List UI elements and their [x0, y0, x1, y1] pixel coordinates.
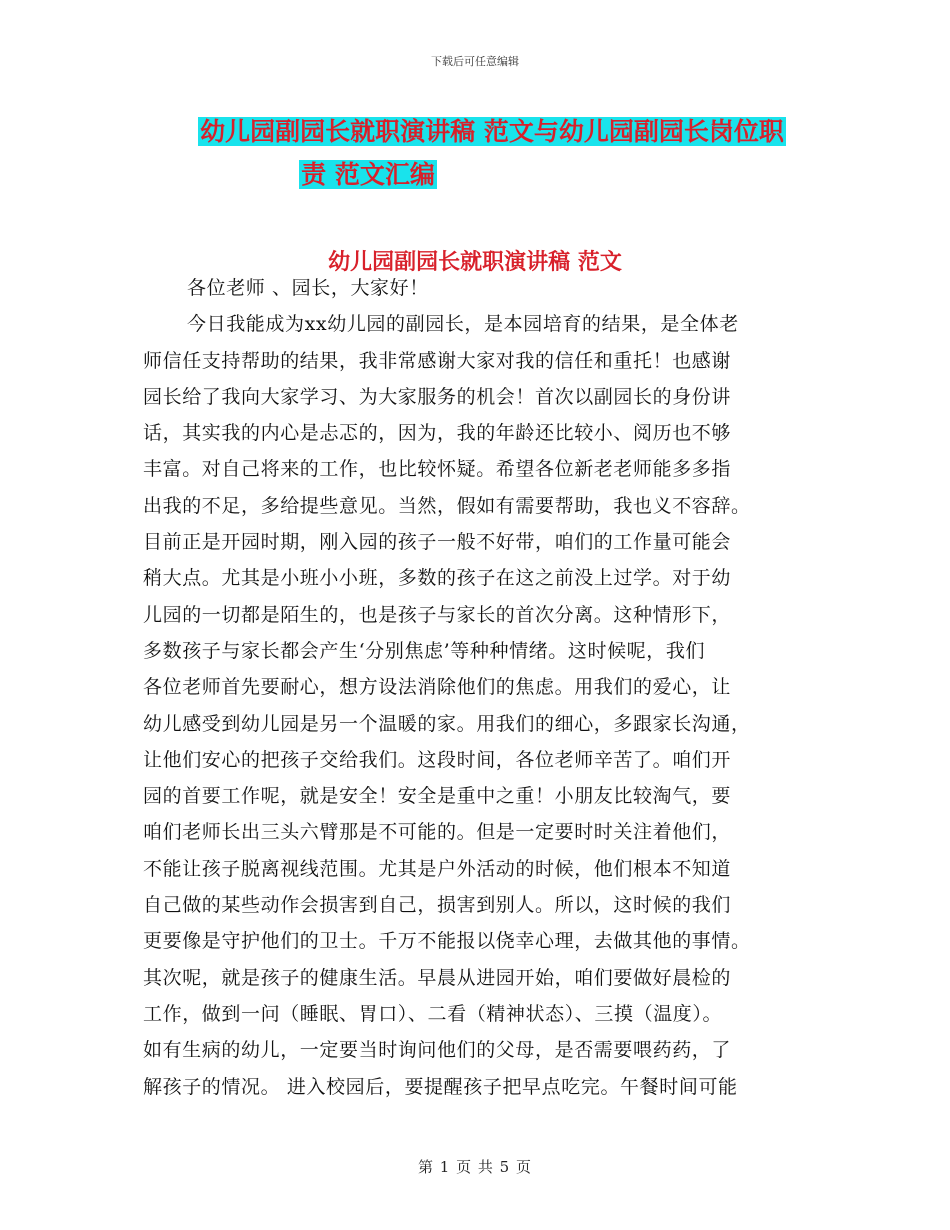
body-line: 目前正是开园时期，刚入园的孩子一般不好带，咱们的工作量可能会 [143, 531, 732, 554]
body-line: 多数孩子与家长都会产生‘分别焦虑’等种种情绪。这时候呢，我们 [143, 639, 706, 662]
document-title-text-1: 幼儿园副园长就职演讲稿 范文与幼儿园副园长岗位职 [200, 117, 784, 146]
body-line: 其次呢，就是孩子的健康生活。早晨从进园开始，咱们要做好晨检的 [143, 966, 732, 989]
body-line: 让他们安心的把孩子交给我们。这段时间，各位老师辛苦了。咱们开 [143, 748, 732, 771]
body-line: 咱们老师长出三头六臂那是不可能的。但是一定要时时关注着他们， [143, 821, 732, 844]
header-note: 下载后可任意编辑 [431, 55, 519, 68]
body-line: 儿园的一切都是陌生的，也是孩子与家长的首次分离。这种情形下， [143, 603, 732, 626]
body-line: 不能让孩子脱离视线范围。尤其是户外活动的时候，他们根本不知道 [143, 857, 732, 880]
body-line: 解孩子的情况。 进入校园后，要提醒孩子把早点吃完。午餐时间可能 [143, 1075, 738, 1098]
body-line: 幼儿感受到幼儿园是另一个温暖的家。用我们的细心，多跟家长沟通， [143, 712, 751, 735]
body-line: 今日我能成为xx幼儿园的副园长，是本园培育的结果，是全体老 [187, 313, 739, 336]
body-line: 话，其实我的内心是忐忑的，因为，我的年龄还比较小、阅历也不够 [143, 422, 732, 445]
body-line: 自己做的某些动作会损害到自己，损害到别人。所以，这时候的我们 [143, 894, 732, 917]
body-line: 稍大点。尤其是小班小小班，多数的孩子在这之前没上过学。对于幼 [143, 567, 732, 590]
body-line: 园长给了我向大家学习、为大家服务的机会！首次以副园长的身份讲 [143, 385, 732, 408]
body-line: 更要像是守护他们的卫士。千万不能报以侥幸心理，去做其他的事情。 [143, 930, 751, 953]
document-title-line-2 [0, 151, 843, 199]
document-title-line-1 [17, 108, 950, 156]
body-line: 各位老师 、园长，大家好！ [187, 277, 429, 299]
body-line: 园的首要工作呢，就是安全！安全是重中之重！小朋友比较淘气，要 [143, 785, 732, 808]
document-title-text-2: 责 范文汇编 [301, 160, 435, 189]
section-title: 幼儿园副园长就职演讲稿 范文 [328, 250, 622, 275]
body-line: 师信任支持帮助的结果，我非常感谢大家对我的信任和重托！也感谢 [143, 349, 732, 372]
body-line: 出我的不足，多给提些意见。当然，假如有需要帮助，我也义不容辞。 [143, 494, 751, 517]
body-line: 各位老师首先要耐心，想方设法消除他们的焦虑。用我们的爱心，让 [143, 676, 732, 699]
document-body [143, 270, 813, 1105]
body-line: 工作，做到一问（睡眠、胃口）、二看（精神状态）、三摸（温度）。 [143, 1002, 723, 1025]
page-indicator: 第 1 页 共 5 页 [418, 1158, 532, 1176]
body-line: 如有生病的幼儿，一定要当时询问他们的父母，是否需要喂药药，了 [143, 1039, 732, 1062]
body-line: 丰富。对自己将来的工作，也比较怀疑。希望各位新老老师能多多指 [143, 458, 732, 481]
